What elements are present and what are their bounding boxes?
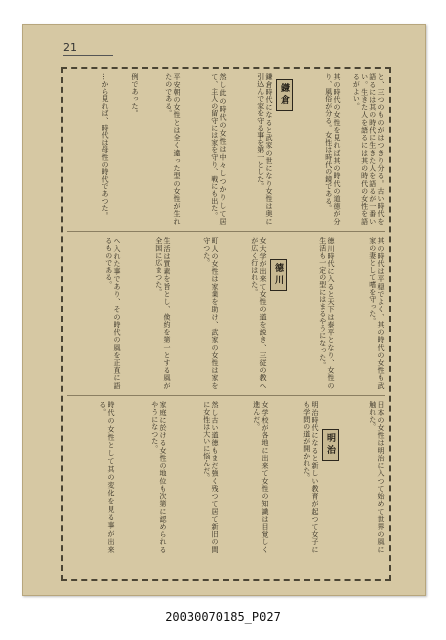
text-column: 女学校が各地に出来て女性の知識は目覚しく進んだ。 xyxy=(252,401,269,553)
text-column: 明治時代になると新しい教育が起つて女子にも学問の道が開かれた。 xyxy=(302,401,319,553)
text-column: 生活は質素を旨とし、倹約を第一とする風が全国に広まつた。 xyxy=(154,237,171,389)
text-row-1 xyxy=(67,73,385,225)
section-heading-meiji: 明治 xyxy=(322,429,339,461)
text-column: 家庭に於ける女性の地位も次第に認められるやうになつた。 xyxy=(150,401,167,553)
archive-id-caption: 20030070185_P027 xyxy=(165,610,281,624)
text-frame xyxy=(61,67,391,581)
text-column: 其の時代の女性を見れば其の時代の道徳が分り、風俗が分る。女性は時代の鏡である。 xyxy=(324,73,341,225)
document-page xyxy=(22,24,426,596)
section-divider xyxy=(67,395,385,396)
text-column: 然し此の時代の女性は中々しつかりして居て、主人の留守には家を守り、戦にも出た。 xyxy=(210,73,227,225)
text-column: 時代の女性として其の変化を見る事が出来る。 xyxy=(98,401,115,553)
text-column: へ入れた事であり、その時代の風を正直に語るものである。 xyxy=(104,237,121,389)
page-number-rule xyxy=(63,55,113,56)
text-column: 鎌倉時代になると武家の世になり女性は奥に引込んで家を守る事を第一とした。 xyxy=(256,73,273,225)
text-column: 町人の女性は家業を助け、武家の女性は家を守つた。 xyxy=(202,237,219,389)
text-row-3 xyxy=(67,401,385,553)
section-divider xyxy=(67,231,385,232)
text-column: 女大学が出来て女性の道を説き、三従の教へが広く行はれた。 xyxy=(250,237,267,389)
text-column: 例であった。 xyxy=(131,73,139,117)
text-column: 徳川時代に入ると天下は泰平となり、女性の生活も一定の型にはまるやうになった。 xyxy=(318,237,335,389)
text-column: 平安朝の女性とは全く違った型の女性が生れたのである。 xyxy=(164,73,181,225)
page-number: 21 xyxy=(63,41,77,54)
text-column: と、三つのものがはつきり分る。古い時代を語るには其の時代に生きた人を語るが一番いい。生きた人を語るには其の時代の女性を語るがよい。 xyxy=(352,73,385,225)
text-column: …から見れば、時代は母性の時代であつた。 xyxy=(101,73,109,219)
text-column: 然し古い道徳もまだ強く残つて居て新旧の間に女性は大いに悩んだ。 xyxy=(202,401,219,553)
section-heading-tokugawa: 德川 xyxy=(270,259,287,291)
text-column: 其の時代は平穏でよく、其の時代の女性も武家の妻として嗜を守った。 xyxy=(368,237,385,389)
section-heading-kamakura: 鎌倉 xyxy=(276,79,293,111)
text-row-2 xyxy=(67,237,385,389)
text-column: 日本の女性は明治に入つて始めて世界の風に触れた。 xyxy=(368,401,385,553)
